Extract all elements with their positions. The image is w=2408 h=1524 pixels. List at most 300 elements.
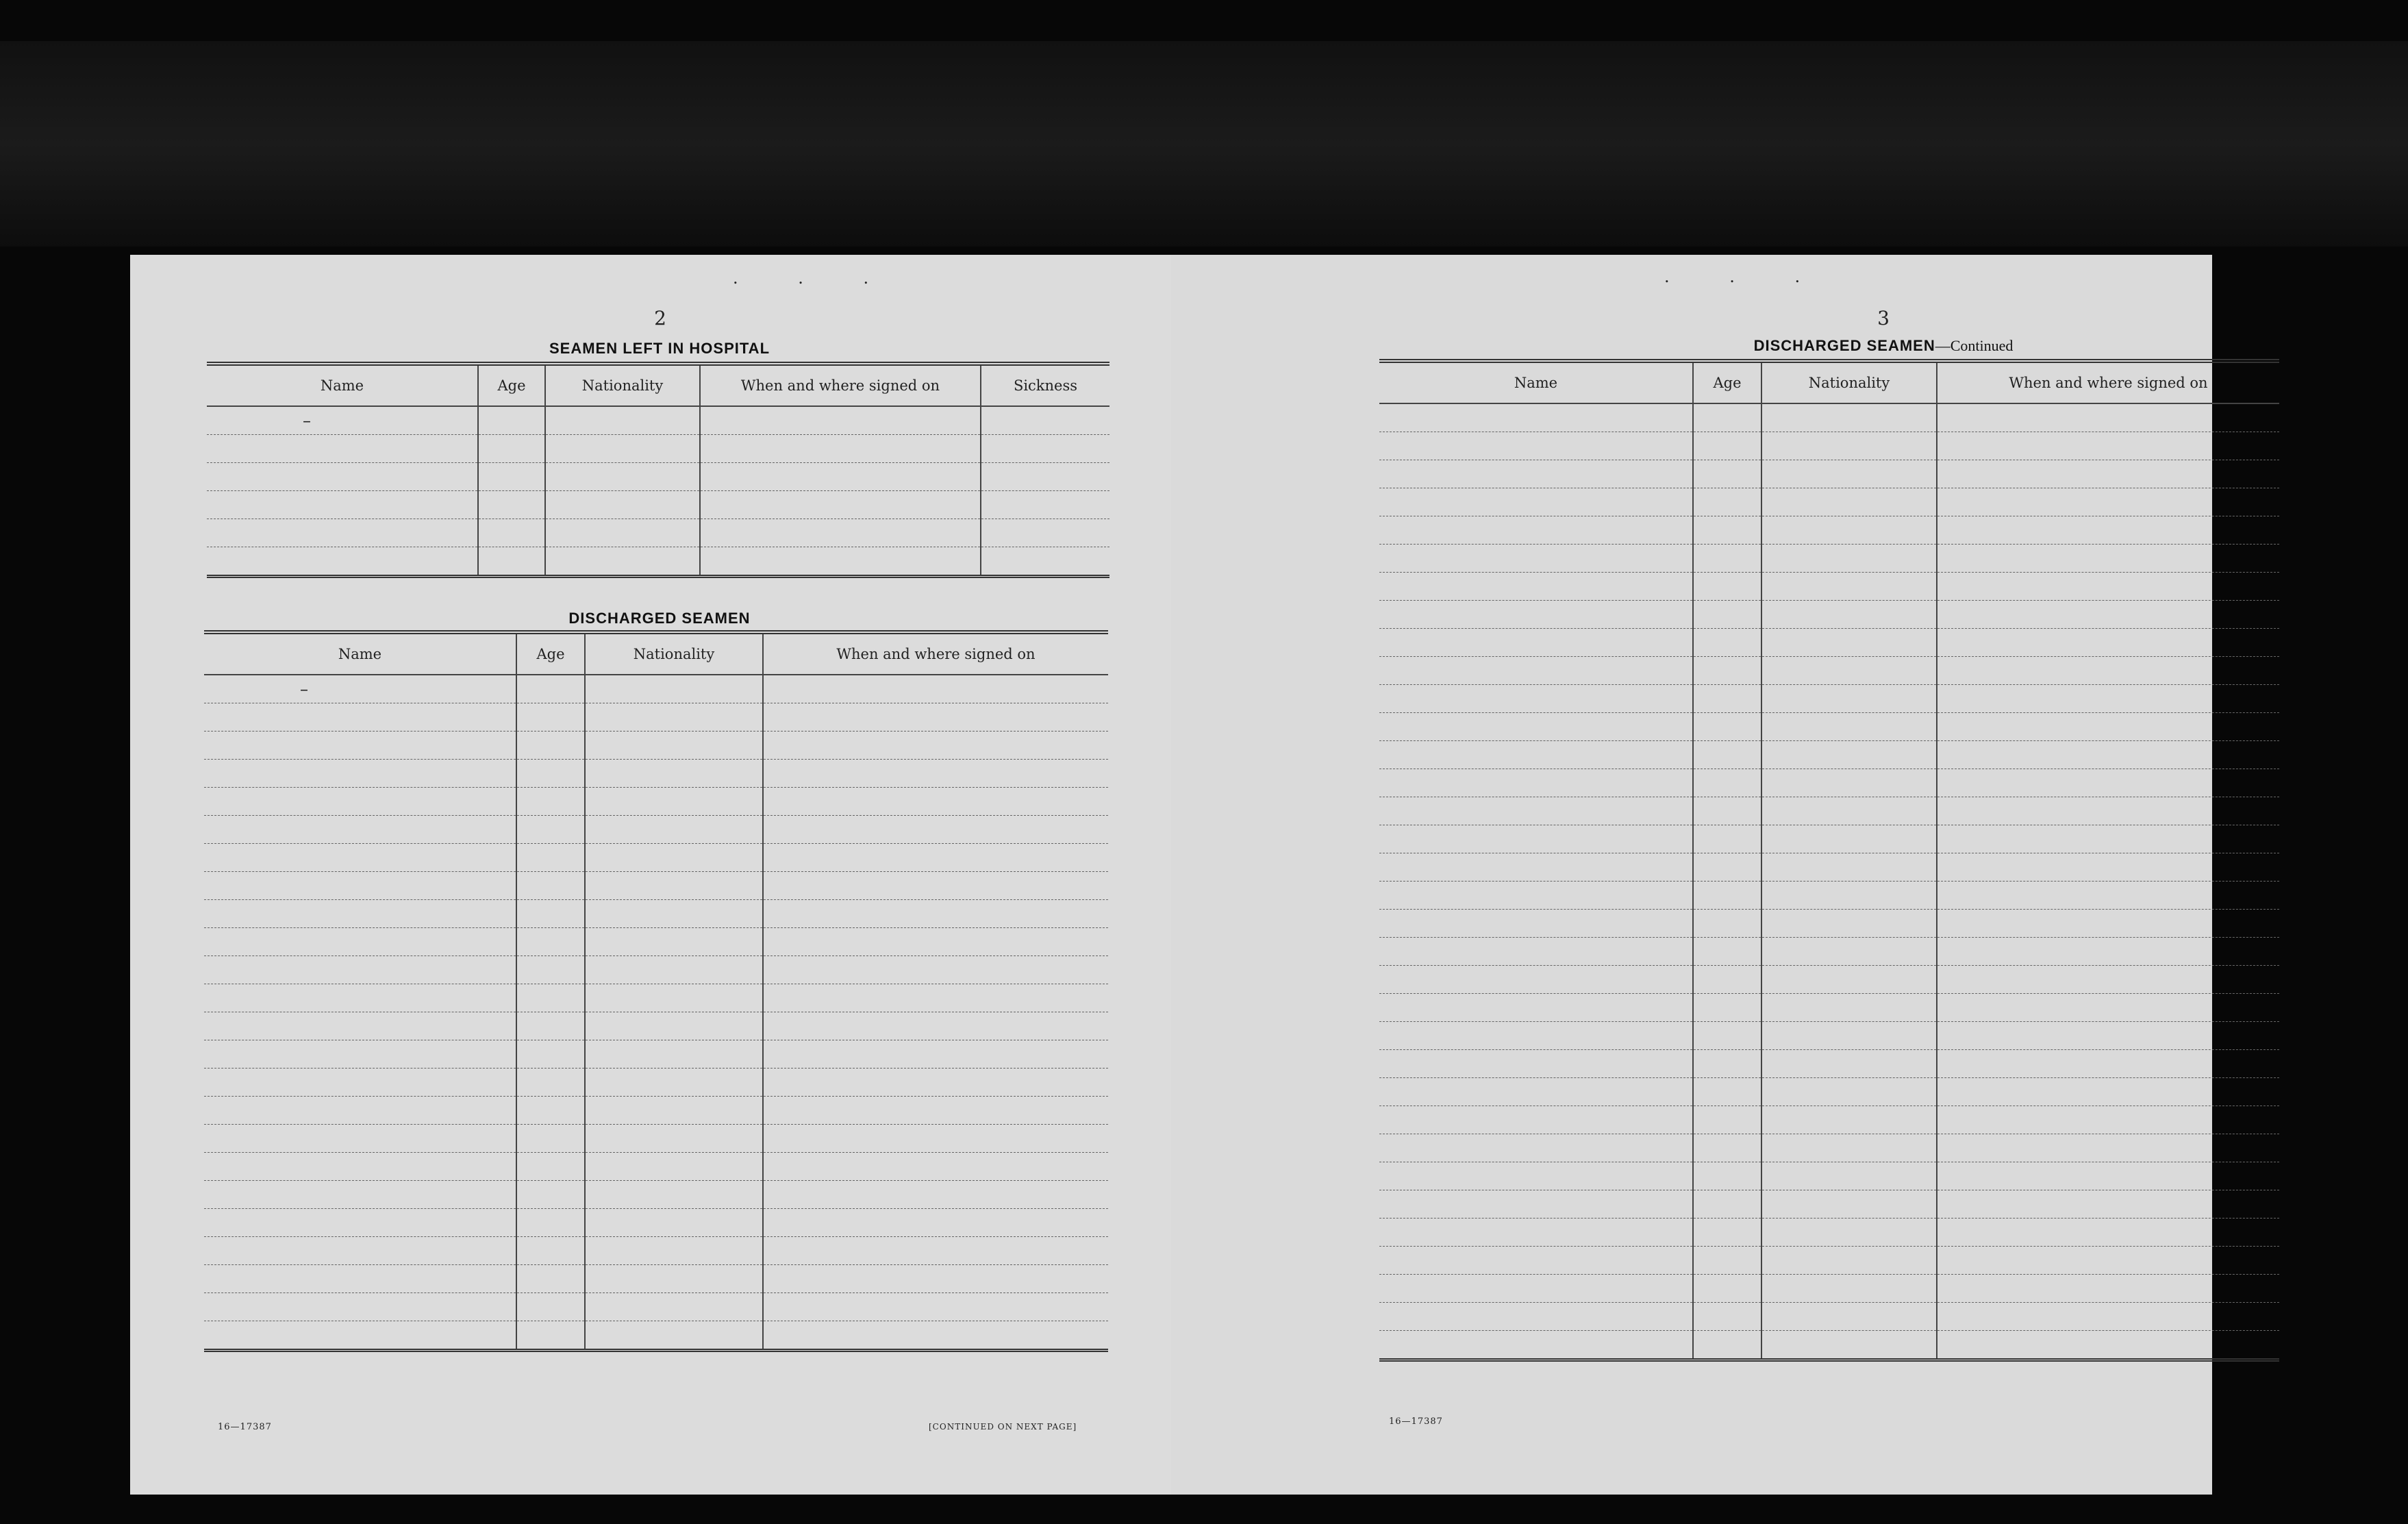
table-cell	[1937, 460, 2279, 488]
table-cell	[1761, 741, 1937, 769]
column-header: Sickness	[981, 364, 1109, 406]
table-cell	[585, 1237, 763, 1265]
table-row	[1379, 1247, 2279, 1275]
table-cell	[1761, 1331, 1937, 1360]
continued-note: [CONTINUED ON NEXT PAGE]	[929, 1422, 1077, 1432]
table-cell	[1761, 685, 1937, 713]
table-cell	[207, 463, 478, 491]
table-cell	[1761, 1050, 1937, 1078]
title-text: DISCHARGED SEAMEN	[1753, 337, 1935, 354]
table-row	[1379, 910, 2279, 938]
table-cell	[1761, 1078, 1937, 1106]
table-cell	[1379, 797, 1693, 825]
table-row	[207, 406, 1109, 435]
form-number: 16—17387	[218, 1422, 272, 1432]
table-cell	[763, 760, 1108, 788]
table-cell	[1761, 994, 1937, 1022]
table-row	[1379, 1275, 2279, 1303]
table-cell	[1693, 797, 1761, 825]
table-cell	[1761, 545, 1937, 573]
table-row	[1379, 403, 2279, 432]
table-cell	[204, 1181, 516, 1209]
table-cell	[981, 491, 1109, 519]
table-cell	[516, 1153, 585, 1181]
table-cell	[204, 956, 516, 984]
table-cell	[981, 406, 1109, 435]
table-row	[204, 984, 1108, 1012]
right-page	[1171, 255, 2212, 1495]
form-number: 16—17387	[1389, 1416, 1443, 1427]
table-cell	[585, 872, 763, 900]
table-row	[204, 732, 1108, 760]
table-cell	[1761, 601, 1937, 629]
table-cell	[1693, 1190, 1761, 1219]
table-cell	[1937, 432, 2279, 460]
table-cell	[1379, 1247, 1693, 1275]
table-cell	[516, 1040, 585, 1069]
table-cell	[763, 1153, 1108, 1181]
table-row	[204, 956, 1108, 984]
table-cell	[585, 1209, 763, 1237]
table-cell	[1693, 825, 1761, 853]
table-cell	[1693, 1275, 1761, 1303]
table-cell	[1761, 825, 1937, 853]
table-cell	[1379, 966, 1693, 994]
table-cell	[763, 984, 1108, 1012]
table-cell	[763, 1209, 1108, 1237]
table-cell	[1761, 403, 1937, 432]
table-cell	[763, 956, 1108, 984]
table-cell	[585, 788, 763, 816]
table-cell	[585, 760, 763, 788]
column-header: Name	[207, 364, 478, 406]
table-cell	[1937, 1331, 2279, 1360]
table-cell	[1937, 966, 2279, 994]
table-cell	[516, 872, 585, 900]
table-cell	[545, 519, 700, 547]
table-cell	[1761, 910, 1937, 938]
table-cell	[516, 703, 585, 732]
table-cell	[1379, 685, 1693, 713]
table-cell	[207, 547, 478, 577]
table-cell	[1937, 853, 2279, 882]
table-row	[204, 1040, 1108, 1069]
table-cell	[1379, 657, 1693, 685]
table-row	[204, 844, 1108, 872]
table-cell	[1379, 1050, 1693, 1078]
table-cell	[1937, 1162, 2279, 1190]
table-cell	[763, 1237, 1108, 1265]
table-row	[204, 703, 1108, 732]
table-cell	[1693, 460, 1761, 488]
table-cell	[1379, 825, 1693, 853]
table-cell	[1693, 1219, 1761, 1247]
table-cell: –	[207, 406, 478, 435]
table-cell	[1693, 516, 1761, 545]
page-dots: . . .	[1664, 267, 1828, 286]
table-cell	[1693, 488, 1761, 516]
table-cell	[585, 1265, 763, 1293]
table-cell	[1379, 713, 1693, 741]
table-cell	[763, 928, 1108, 956]
table-row	[204, 1237, 1108, 1265]
table-cell	[763, 1097, 1108, 1125]
table-cell	[516, 1237, 585, 1265]
table-cell	[585, 956, 763, 984]
table-cell	[1693, 1050, 1761, 1078]
table-cell	[1761, 938, 1937, 966]
table-cell	[516, 1181, 585, 1209]
table-cell	[516, 1321, 585, 1351]
table-cell	[1379, 601, 1693, 629]
table-cell	[1761, 1190, 1937, 1219]
table-cell	[700, 519, 981, 547]
title-suffix: —Continued	[1935, 337, 2014, 354]
table-cell	[204, 844, 516, 872]
discharged-table-body	[204, 675, 1108, 1351]
table-cell	[204, 1237, 516, 1265]
table-cell	[1937, 685, 2279, 713]
table-row	[1379, 432, 2279, 460]
table-cell	[1379, 403, 1693, 432]
table-cell	[763, 732, 1108, 760]
table-cell	[204, 760, 516, 788]
table-cell	[1693, 545, 1761, 573]
table-cell	[1693, 994, 1761, 1022]
table-cell	[1937, 573, 2279, 601]
table-cell	[1693, 601, 1761, 629]
table-cell	[585, 1125, 763, 1153]
table-cell	[1761, 460, 1937, 488]
table-cell	[585, 703, 763, 732]
table-cell	[1379, 460, 1693, 488]
table-row	[207, 519, 1109, 547]
table-cell	[1937, 1022, 2279, 1050]
table-row	[1379, 882, 2279, 910]
table-cell	[204, 1153, 516, 1181]
table-cell	[1761, 966, 1937, 994]
table-cell	[207, 435, 478, 463]
table-row	[204, 1293, 1108, 1321]
column-header: Nationality	[545, 364, 700, 406]
table-row	[204, 1153, 1108, 1181]
table-cell	[1761, 488, 1937, 516]
table-row	[1379, 1331, 2279, 1360]
table-row	[204, 872, 1108, 900]
table-cell	[1761, 1134, 1937, 1162]
table-cell	[1693, 1162, 1761, 1190]
table-cell	[516, 732, 585, 760]
table-cell	[478, 463, 545, 491]
table-cell	[763, 703, 1108, 732]
table-row	[204, 1265, 1108, 1293]
table-cell	[763, 788, 1108, 816]
table-cell	[1937, 994, 2279, 1022]
table-row	[207, 463, 1109, 491]
table-cell	[585, 1153, 763, 1181]
table-row	[204, 1097, 1108, 1125]
table-row	[1379, 1050, 2279, 1078]
table-cell	[763, 1321, 1108, 1351]
table-row	[204, 1012, 1108, 1040]
table-row	[1379, 853, 2279, 882]
table-cell	[516, 675, 585, 703]
table-cell	[1761, 1219, 1937, 1247]
table-cell	[1379, 488, 1693, 516]
table-cell	[700, 463, 981, 491]
table-cell	[516, 928, 585, 956]
table-cell	[585, 816, 763, 844]
table-row	[204, 1321, 1108, 1351]
table-cell	[1693, 432, 1761, 460]
table-cell	[1379, 573, 1693, 601]
table-row	[1379, 1022, 2279, 1050]
table-cell	[1761, 853, 1937, 882]
table-cell	[1937, 657, 2279, 685]
hospital-table-header	[207, 364, 1109, 406]
table-row	[204, 816, 1108, 844]
table-cell	[585, 1181, 763, 1209]
table-row	[1379, 713, 2279, 741]
table-cell	[1937, 769, 2279, 797]
table-row	[1379, 573, 2279, 601]
hospital-section-title: SEAMEN LEFT IN HOSPITAL	[549, 340, 770, 357]
table-cell	[204, 928, 516, 956]
table-cell	[1693, 713, 1761, 741]
table-cell	[1761, 713, 1937, 741]
table-cell	[1379, 741, 1693, 769]
discharged-table-header	[204, 632, 1108, 675]
table-row	[204, 1069, 1108, 1097]
table-cell	[1937, 825, 2279, 853]
table-cell	[585, 984, 763, 1012]
table-cell	[1379, 516, 1693, 545]
discharged-continued-table	[1379, 359, 2279, 1362]
table-cell	[1379, 1106, 1693, 1134]
table-row	[207, 435, 1109, 463]
table-cell	[1761, 1022, 1937, 1050]
table-cell	[981, 435, 1109, 463]
table-cell	[204, 1265, 516, 1293]
table-cell	[585, 928, 763, 956]
table-cell	[478, 519, 545, 547]
page-number: 3	[1877, 307, 1890, 329]
table-cell	[1937, 1106, 2279, 1134]
table-cell	[1761, 797, 1937, 825]
table-cell	[204, 872, 516, 900]
table-cell	[1937, 1190, 2279, 1219]
table-row	[1379, 1190, 2279, 1219]
column-header: Age	[478, 364, 545, 406]
table-cell	[585, 900, 763, 928]
column-header: When and where signed on	[763, 632, 1108, 675]
table-cell	[763, 1012, 1108, 1040]
table-cell	[1937, 1078, 2279, 1106]
table-row	[1379, 741, 2279, 769]
table-cell	[1379, 1022, 1693, 1050]
table-cell	[204, 1040, 516, 1069]
table-cell	[478, 491, 545, 519]
page-dots: . . .	[733, 268, 896, 288]
table-cell	[1379, 1134, 1693, 1162]
table-cell	[1693, 1078, 1761, 1106]
table-row	[1379, 938, 2279, 966]
table-cell	[1693, 685, 1761, 713]
table-cell	[204, 788, 516, 816]
table-cell	[1693, 853, 1761, 882]
table-cell	[1693, 1022, 1761, 1050]
table-cell	[516, 1293, 585, 1321]
table-cell	[763, 1040, 1108, 1069]
table-cell	[1761, 1303, 1937, 1331]
table-cell	[478, 406, 545, 435]
table-cell	[516, 1265, 585, 1293]
table-cell	[1937, 516, 2279, 545]
table-row	[1379, 685, 2279, 713]
table-cell	[516, 816, 585, 844]
table-cell	[1379, 1190, 1693, 1219]
table-cell	[204, 1012, 516, 1040]
hospital-table	[207, 362, 1109, 578]
table-cell	[1379, 882, 1693, 910]
table-cell	[545, 435, 700, 463]
table-cell	[585, 1097, 763, 1125]
table-cell	[516, 1069, 585, 1097]
table-cell	[204, 1321, 516, 1351]
table-cell	[516, 900, 585, 928]
table-row	[1379, 516, 2279, 545]
table-cell	[1693, 1247, 1761, 1275]
ledger-sheet	[130, 255, 2212, 1495]
table-row	[1379, 1106, 2279, 1134]
table-cell	[585, 732, 763, 760]
table-cell	[1693, 882, 1761, 910]
table-cell	[1379, 938, 1693, 966]
table-cell	[585, 1293, 763, 1321]
table-cell	[700, 491, 981, 519]
table-cell	[1693, 741, 1761, 769]
table-cell	[516, 760, 585, 788]
table-cell	[516, 956, 585, 984]
discharged-continued-section-title	[1705, 337, 2061, 355]
table-cell	[1761, 657, 1937, 685]
table-row	[204, 1125, 1108, 1153]
table-cell	[1761, 1247, 1937, 1275]
table-cell	[204, 984, 516, 1012]
table-cell	[981, 463, 1109, 491]
left-page	[130, 255, 1171, 1495]
table-cell	[1693, 910, 1761, 938]
table-cell	[1693, 1331, 1761, 1360]
table-cell	[1937, 403, 2279, 432]
table-cell	[1937, 545, 2279, 573]
table-cell	[1379, 1275, 1693, 1303]
table-row	[1379, 1303, 2279, 1331]
table-row	[207, 491, 1109, 519]
column-header: Nationality	[1761, 361, 1937, 403]
table-cell	[1761, 1162, 1937, 1190]
table-cell	[763, 675, 1108, 703]
table-cell	[1761, 516, 1937, 545]
table-row	[1379, 1134, 2279, 1162]
table-cell	[1761, 629, 1937, 657]
table-cell	[204, 816, 516, 844]
table-row	[207, 547, 1109, 577]
table-cell	[1761, 1106, 1937, 1134]
table-cell	[981, 547, 1109, 577]
table-cell	[1937, 1303, 2279, 1331]
table-cell	[1693, 938, 1761, 966]
table-cell	[700, 406, 981, 435]
table-cell	[585, 844, 763, 872]
table-cell	[1937, 797, 2279, 825]
table-cell	[1693, 1303, 1761, 1331]
table-cell	[1937, 938, 2279, 966]
table-cell	[478, 435, 545, 463]
table-cell	[763, 1181, 1108, 1209]
table-row	[204, 1181, 1108, 1209]
table-row	[1379, 1162, 2279, 1190]
table-cell	[204, 1125, 516, 1153]
column-header: When and where signed on	[1937, 361, 2279, 403]
column-header: When and where signed on	[700, 364, 981, 406]
table-cell	[1937, 882, 2279, 910]
table-cell	[1379, 994, 1693, 1022]
table-cell	[763, 900, 1108, 928]
table-cell	[204, 1097, 516, 1125]
table-cell	[204, 1069, 516, 1097]
table-cell	[1937, 741, 2279, 769]
table-cell	[545, 406, 700, 435]
table-cell	[585, 1321, 763, 1351]
table-cell	[700, 547, 981, 577]
table-row	[204, 900, 1108, 928]
table-cell	[1693, 657, 1761, 685]
table-cell	[1761, 882, 1937, 910]
table-cell	[1379, 910, 1693, 938]
table-row	[1379, 797, 2279, 825]
table-row	[1379, 825, 2279, 853]
table-row	[204, 1209, 1108, 1237]
table-row	[204, 788, 1108, 816]
table-cell	[1937, 1247, 2279, 1275]
table-cell	[516, 1209, 585, 1237]
table-cell	[204, 900, 516, 928]
table-row	[204, 928, 1108, 956]
table-cell	[1379, 1219, 1693, 1247]
table-cell	[1937, 488, 2279, 516]
table-cell	[700, 435, 981, 463]
table-row	[1379, 657, 2279, 685]
table-row	[1379, 460, 2279, 488]
table-cell	[1379, 1331, 1693, 1360]
table-row	[1379, 769, 2279, 797]
table-cell	[1937, 629, 2279, 657]
table-row	[204, 760, 1108, 788]
table-cell	[981, 519, 1109, 547]
table-cell	[1693, 403, 1761, 432]
table-cell	[763, 844, 1108, 872]
table-cell	[478, 547, 545, 577]
table-cell	[1761, 1275, 1937, 1303]
table-cell	[207, 491, 478, 519]
discharged-continued-table-header	[1379, 361, 2279, 403]
table-cell	[585, 1012, 763, 1040]
table-cell	[1693, 769, 1761, 797]
column-header: Name	[204, 632, 516, 675]
table-row	[1379, 545, 2279, 573]
discharged-table	[204, 630, 1108, 1352]
